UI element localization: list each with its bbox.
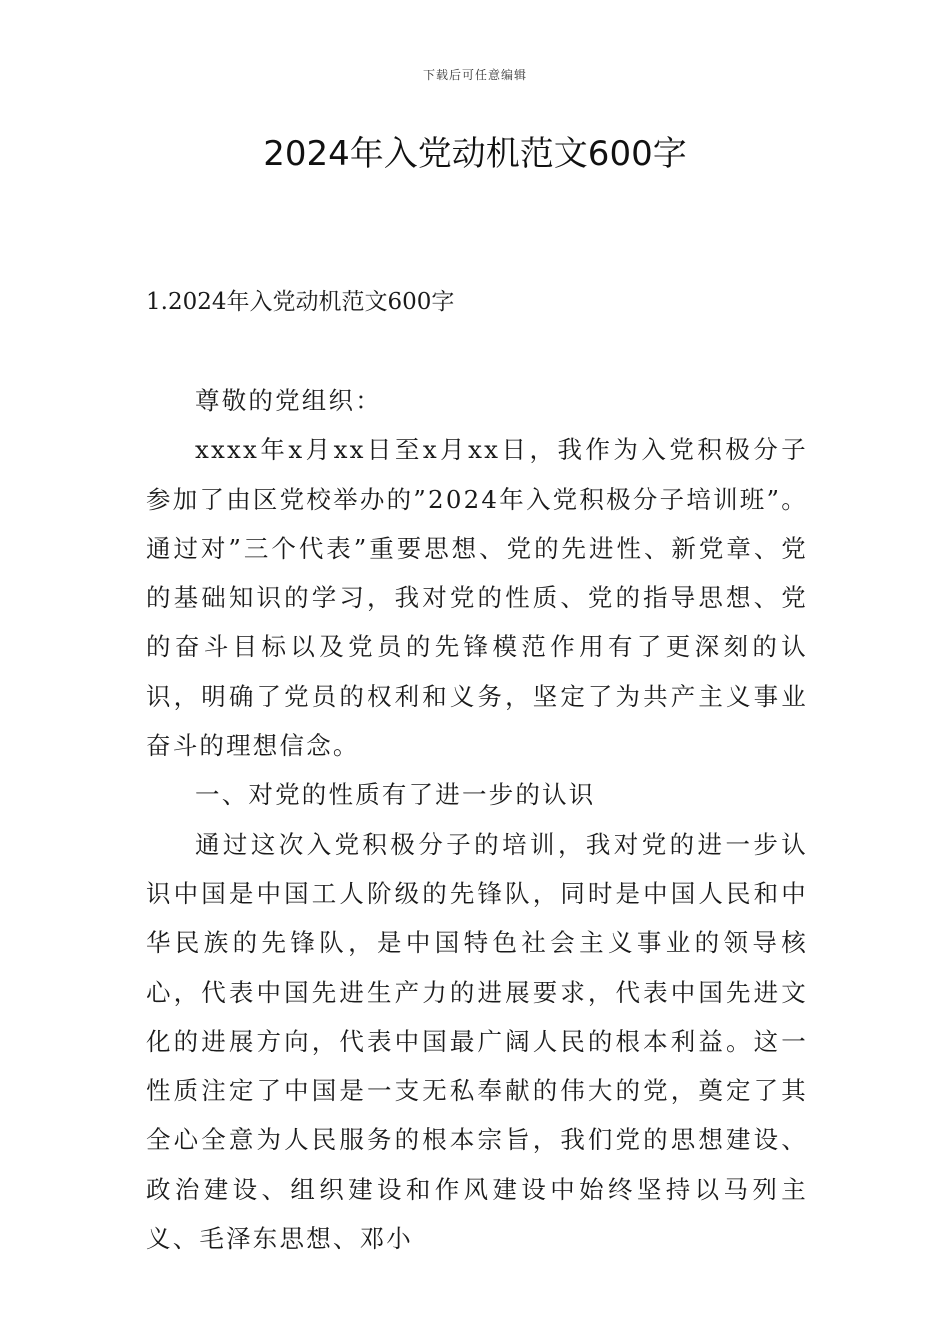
body-paragraph-intro: xxxx年x月xx日至x月xx日，我作为入党积极分子参加了由区党校举办的”2024年入党积极分子培训班”。通过对”三个代表”重要思想、党的先进性、新党章、党的基础知识的学习，我对党的性质、党的指导思想、党的奋斗目标以及党员的先锋模范作用有了更深刻的认识，明确了党员的权利和义务，坚定了为共产主义事业奋斗的理想信念。 bbox=[146, 435, 808, 761]
section-heading: 1.2024年入党动机范文600字 bbox=[146, 289, 455, 315]
subheading-party-nature: 一、对党的性质有了进一步的认识 bbox=[195, 780, 596, 810]
header-note: 下载后可任意编辑 bbox=[422, 68, 527, 82]
document-title: 2024年入党动机范文600字 bbox=[263, 134, 687, 174]
document-body bbox=[146, 376, 808, 1263]
salutation: 尊敬的党组织： bbox=[195, 386, 382, 415]
body-paragraph-party-nature: 通过这次入党积极分子的培训，我对党的进一步认识中国是中国工人阶级的先锋队，同时是中国人民和中华民族的先锋队，是中国特色社会主义事业的领导核心，代表中国先进生产力的进展要求，代表中国先进文化的进展方向，代表中国最广阔人民的根本利益。这一性质注定了中国是一支无私奉献的伟大的党，奠定了其全心全意为人民服务的根本宗旨，我们党的思想建设、政治建设、组织建设和作风建设中始终坚持以马列主义、毛泽东思想、邓小 bbox=[146, 829, 808, 1254]
